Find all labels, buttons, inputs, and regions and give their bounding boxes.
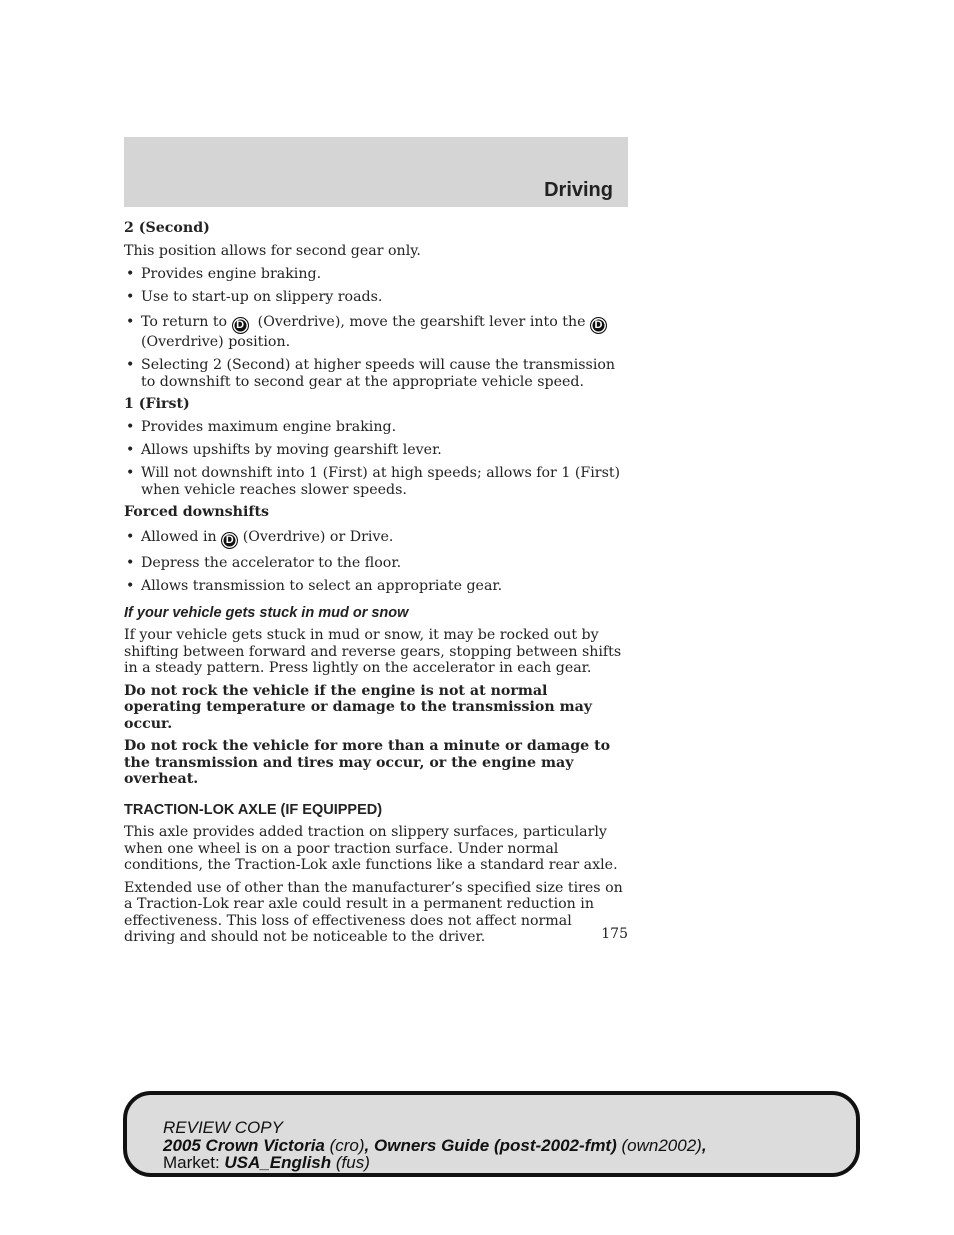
review-footer — [123, 1091, 860, 1177]
traction-paragraph: This axle provides added traction on slippery surfaces, particularly when one wheel is on a poor traction surface. Under normal conditions, the Traction-Lok axle functions like a standard rear axle. — [124, 824, 618, 873]
market-name: USA_English — [224, 1153, 332, 1172]
review-label: REVIEW COPY — [163, 1118, 283, 1137]
warning-text: Do not rock the vehicle for more than a minute or damage to the transmission and tires may occur, or the engine may overheat. — [124, 738, 611, 787]
section-title: Driving — [544, 179, 613, 201]
list-item: • Provides engine braking. — [124, 266, 624, 283]
subheading-second: 2 (Second) — [124, 220, 210, 236]
model-name: 2005 Crown Victoria — [163, 1135, 325, 1155]
list-item: • To return to D (Overdrive), move the gearshift lever into the D (Overdrive) position. — [124, 314, 624, 351]
list-item: • Provides maximum engine braking. — [124, 419, 624, 436]
list-item: • Use to start-up on slippery roads. — [124, 289, 624, 306]
footer-text: REVIEW COPY 2005 Crown Victoria (cro), Owners Guide (post-2002-fmt) (own2002), Market: USA_English (fus) — [163, 1118, 707, 1172]
overdrive-icon: D — [221, 532, 238, 549]
first-list — [124, 419, 624, 498]
section-heading-stuck: If your vehicle gets stuck in mud or snow — [124, 604, 409, 621]
overdrive-icon: D — [590, 317, 607, 334]
section-heading-traction: TRACTION-LOK AXLE (IF EQUIPPED) — [124, 801, 383, 818]
subheading-forced: Forced downshifts — [124, 504, 270, 520]
guide-name: Owners Guide (post-2002-fmt) — [374, 1135, 617, 1155]
forced-list — [124, 529, 624, 595]
list-item: • Depress the accelerator to the floor. — [124, 555, 624, 572]
traction-paragraph: Extended use of other than the manufacturer’s specified size tires on a Traction-Lok rear axle could result in a permanent reduction in effectiveness. This loss of effectiveness does not affect normal driving and should not be noticeable to the driver. — [124, 879, 623, 945]
list-item: • Allows transmission to select an appropriate gear. — [124, 578, 624, 595]
page-number: 175 — [601, 926, 628, 942]
page-content — [124, 220, 624, 946]
overdrive-icon: D — [232, 317, 249, 334]
section-header-bar — [124, 137, 628, 207]
list-item: • Will not downshift into 1 (First) at high speeds; allows for 1 (First) when vehicle reaches slower speeds. — [124, 465, 624, 498]
stuck-paragraph: If your vehicle gets stuck in mud or snow, it may be rocked out by shifting between forward and reverse gears, stopping between shifts in a steady pattern. Press lightly on the accelerator in each gear. — [124, 627, 622, 676]
list-item: • Allowed in D (Overdrive) or Drive. — [124, 529, 624, 549]
second-intro: This position allows for second gear only. — [124, 242, 421, 259]
warning-text: Do not rock the vehicle if the engine is not at normal operating temperature or damage to the transmission may occur. — [124, 682, 593, 732]
second-list — [124, 266, 624, 391]
subheading-first: 1 (First) — [124, 396, 190, 412]
market-label: Market: — [163, 1153, 225, 1172]
list-item: • Selecting 2 (Second) at higher speeds will cause the transmission to downshift to second gear at the appropriate vehicle speed. — [124, 357, 624, 390]
list-item: • Allows upshifts by moving gearshift lever. — [124, 442, 624, 459]
